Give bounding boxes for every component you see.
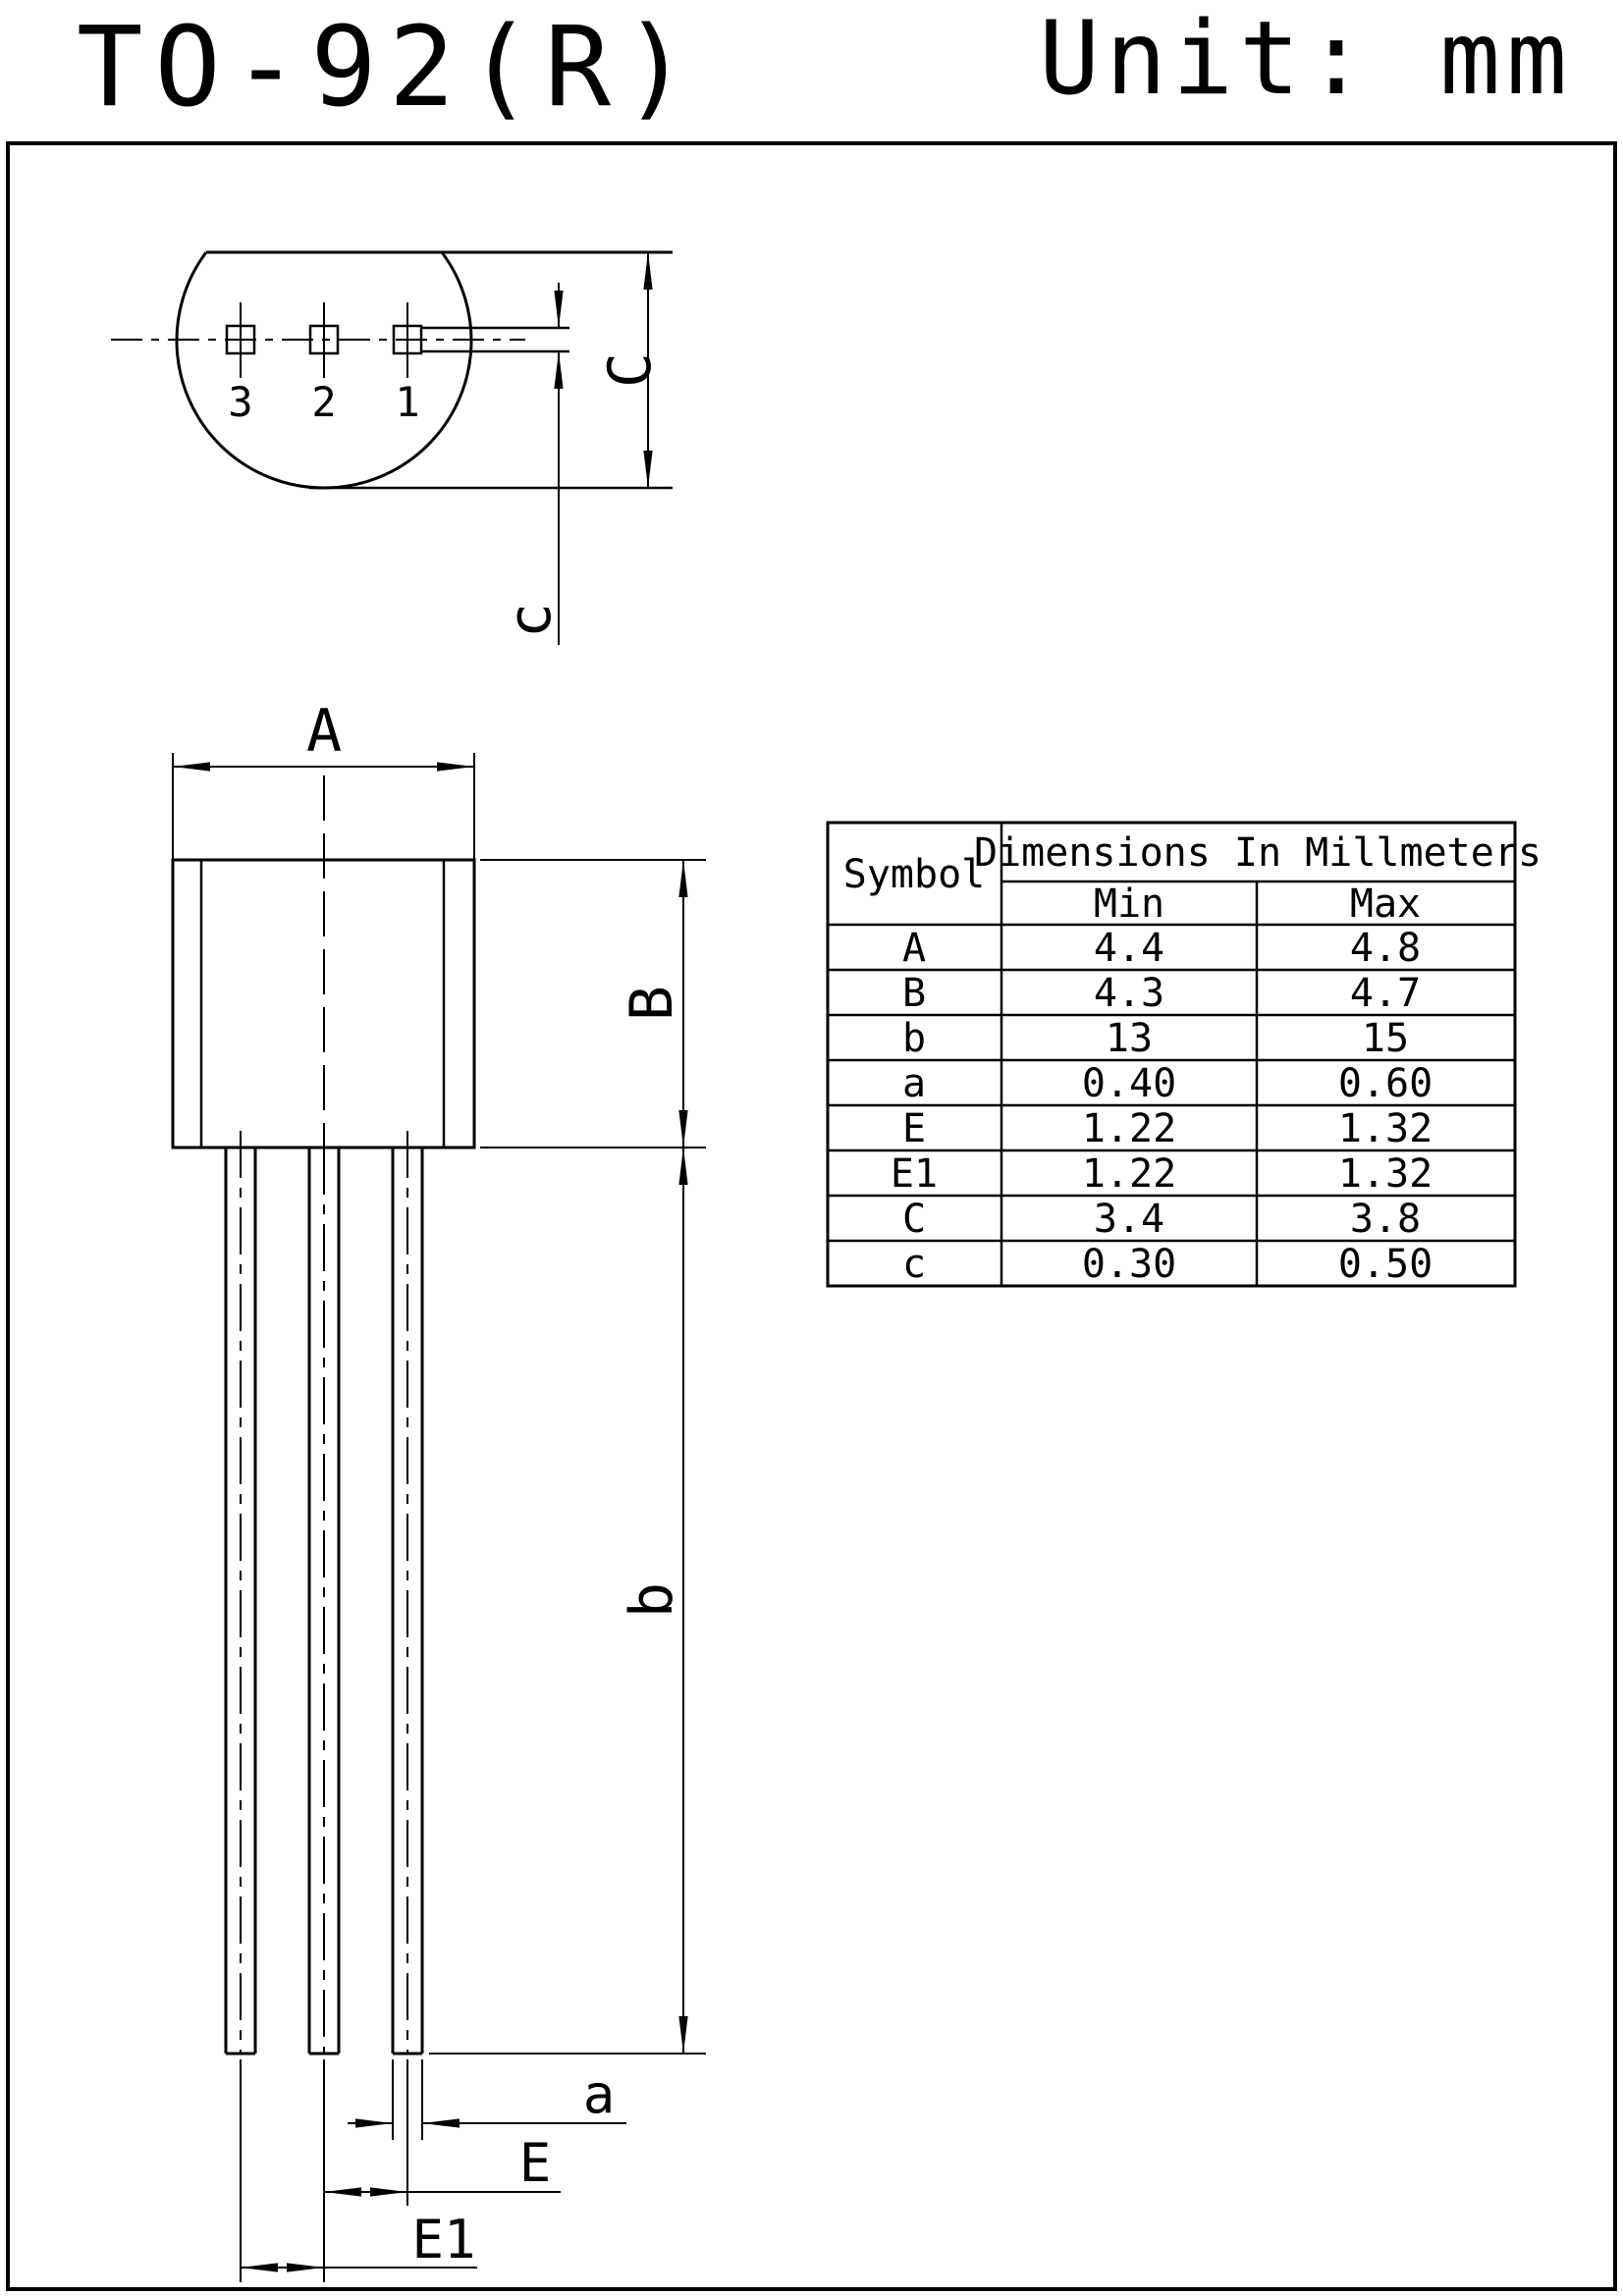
- table-row: [902, 926, 1421, 971]
- cell-min: 0.40: [1081, 1061, 1177, 1106]
- table-row: [902, 1106, 1433, 1151]
- cell-min: 13: [1105, 1016, 1154, 1061]
- front-view: [173, 697, 706, 2282]
- cell-max: 4.8: [1349, 926, 1422, 971]
- pin-label-1: 1: [395, 378, 420, 426]
- cell-symbol: E: [901, 1106, 927, 1151]
- page-title: TO-92(R): [77, 4, 701, 132]
- lead-1: [226, 1131, 255, 2054]
- dim-label-B: B: [618, 985, 686, 1022]
- pin-label-2: 2: [311, 378, 337, 426]
- top-view: [111, 252, 673, 645]
- cell-symbol: B: [901, 971, 927, 1016]
- cell-symbol: b: [901, 1016, 927, 1061]
- table-header-max: Max: [1349, 881, 1422, 927]
- lead-3: [393, 1131, 422, 2054]
- dimensions-table: [828, 823, 1542, 1287]
- unit-label: Unit: mm: [1039, 0, 1574, 118]
- cell-symbol: C: [901, 1197, 927, 1242]
- cell-max: 0.60: [1337, 1061, 1434, 1106]
- lead-2: [309, 1148, 339, 2054]
- table-row: [891, 1151, 1433, 1197]
- cell-max: 15: [1361, 1016, 1410, 1061]
- cell-symbol: A: [901, 926, 927, 971]
- dim-label-E: E: [518, 2132, 552, 2194]
- dim-label-a: a: [582, 2063, 616, 2125]
- cell-min: 3.4: [1093, 1197, 1165, 1242]
- dim-label-C: C: [596, 351, 665, 389]
- cell-max: 4.7: [1349, 971, 1422, 1016]
- cell-min: 4.3: [1093, 971, 1165, 1016]
- table-row: [902, 1242, 1433, 1287]
- table-row: [902, 1061, 1433, 1106]
- table-row: [902, 1016, 1409, 1061]
- cell-min: 0.30: [1081, 1242, 1177, 1287]
- cell-max: 3.8: [1349, 1197, 1422, 1242]
- dim-label-E1: E1: [411, 2209, 476, 2270]
- cell-min: 1.22: [1081, 1151, 1177, 1197]
- dim-label-c: c: [496, 602, 565, 639]
- table-header-min: Min: [1093, 881, 1165, 927]
- cell-symbol: a: [901, 1061, 927, 1106]
- table-row: [902, 1197, 1421, 1242]
- table-header-symbol: Symbol: [842, 852, 986, 897]
- cell-max: 1.32: [1337, 1106, 1434, 1151]
- cell-max: 1.32: [1337, 1151, 1434, 1197]
- cell-symbol: E1: [890, 1151, 939, 1197]
- pin-label-3: 3: [228, 378, 253, 426]
- table-row: [902, 971, 1421, 1016]
- table-header-dimensions: Dimensions In Millmeters: [974, 830, 1542, 876]
- cell-min: 4.4: [1093, 926, 1165, 971]
- cell-max: 0.50: [1337, 1242, 1434, 1287]
- cell-symbol: c: [901, 1242, 927, 1287]
- cell-min: 1.22: [1081, 1106, 1177, 1151]
- dim-label-A: A: [305, 697, 343, 766]
- dim-label-b: b: [618, 1581, 686, 1619]
